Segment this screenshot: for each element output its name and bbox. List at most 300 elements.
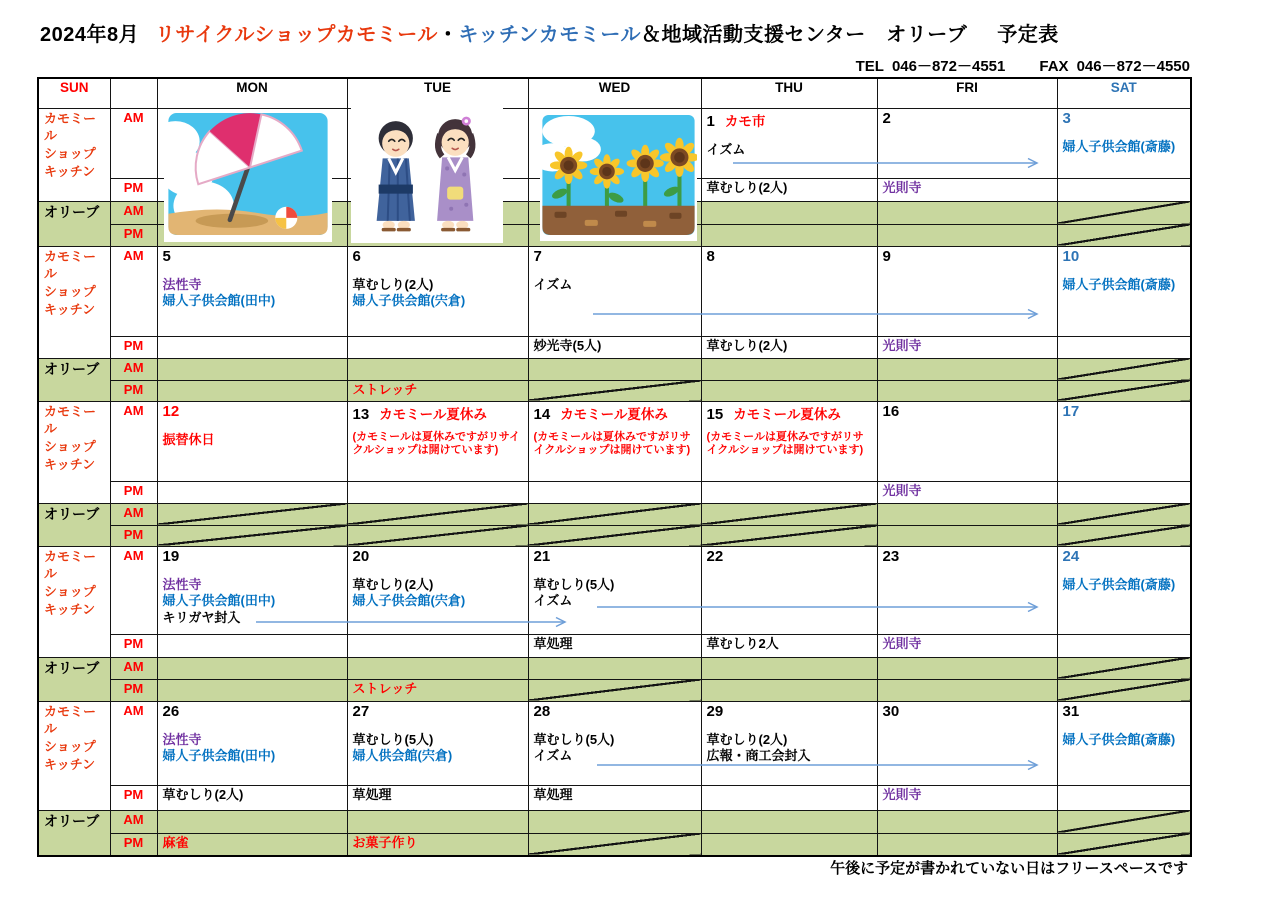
tel-number: 046－872－4551 (891, 58, 1006, 75)
cell-w2-thu-olive-am (701, 358, 877, 380)
am-entries (163, 432, 342, 449)
cell-w4-wed-pm (528, 634, 701, 657)
cell-w5-mon-am (157, 701, 347, 785)
fax-label: FAX (1039, 58, 1069, 75)
am-entries (534, 277, 696, 294)
cell-w4-thu-am (701, 546, 877, 634)
beach-umbrella-illustration (164, 111, 332, 242)
day-number-line (163, 403, 342, 421)
schedule-entry: 草むしり(5人) (533, 731, 615, 747)
schedule-entry: イズム (533, 748, 573, 764)
kamomile-group-label (38, 701, 110, 810)
cell-w1-fri-pm (877, 178, 1057, 201)
cell-w4-fri-am (877, 546, 1057, 634)
cell-w2-mon-pm (157, 336, 347, 358)
am-label: AM (110, 108, 157, 178)
schedule-entry: ストレッチ (352, 381, 418, 397)
cell-w1-fri-am (877, 108, 1057, 178)
schedule-entry: ストレッチ (352, 680, 418, 696)
cell-w2-wed-olive-am (528, 358, 701, 380)
kamomile-group-label (38, 546, 110, 657)
day-number-line (163, 703, 342, 721)
cell-w3-mon-olive-am (157, 503, 347, 525)
day-number: 3 (1062, 109, 1071, 127)
cell-w5-mon-pm (157, 785, 347, 810)
day-number-line (534, 248, 696, 266)
olive-pm-label: PM (110, 679, 157, 701)
schedule-entry: 婦人子供会館(田中) (162, 293, 276, 309)
week-2-olive-pm-row (38, 380, 1191, 401)
cell-w3-wed-am (528, 401, 701, 481)
cell-w5-sat-olive-am (1057, 810, 1191, 833)
cell-w5-thu-pm (701, 785, 877, 810)
cell-w3-sat-olive-am (1057, 503, 1191, 525)
olive-pm-entries (353, 681, 523, 698)
cell-w2-thu-pm (701, 336, 877, 358)
schedule-entry: 婦人子供会館(斎藤) (1062, 731, 1176, 747)
cell-w2-fri-olive-pm (877, 380, 1057, 401)
day-number: 23 (882, 547, 900, 565)
olive-pm-label: PM (110, 525, 157, 546)
cell-w5-sat-pm (1057, 785, 1191, 810)
schedule-entry: 光則寺 (882, 337, 922, 353)
day-number-line (883, 403, 1052, 421)
pm-entries (883, 338, 1052, 355)
week-5-olive-pm-row (38, 833, 1191, 856)
day-number: 26 (162, 702, 180, 720)
am-entries (534, 732, 696, 766)
title-recycle-shop: リサイクルショップカモミール (155, 24, 438, 46)
week-3-pm-row (38, 481, 1191, 503)
pm-entries (534, 787, 696, 804)
schedule-entry: 草むしり(5人) (533, 576, 615, 592)
week-2-am-row (38, 246, 1191, 336)
day-number: 29 (706, 702, 724, 720)
pm-entries (883, 483, 1052, 500)
cell-w1-fri-olive-pm (877, 224, 1057, 246)
cell-w1-thu-pm (701, 178, 877, 201)
schedule-entry: 草むしり2人 (706, 635, 779, 651)
schedule-entry: 婦人子供会館(斎藤) (1062, 576, 1176, 592)
day-number: 22 (706, 547, 724, 565)
cell-w5-tue-olive-pm (347, 833, 528, 856)
cell-w4-sat-olive-am (1057, 657, 1191, 679)
cell-w2-tue-pm (347, 336, 528, 358)
cell-w5-sat-am (1057, 701, 1191, 785)
title-separator: ・ (437, 24, 459, 46)
header-mon: MON (157, 78, 347, 108)
cell-w4-fri-olive-pm (877, 679, 1057, 701)
cell-w2-sat-am (1057, 246, 1191, 336)
group-label-line: ショップ (44, 584, 96, 600)
olive-am-label: AM (110, 358, 157, 380)
contact-info (856, 55, 1190, 76)
cell-w2-fri-olive-am (877, 358, 1057, 380)
day-number-line (707, 248, 872, 266)
olive-pm-entries (353, 382, 523, 399)
pm-label: PM (110, 785, 157, 810)
cell-w3-mon-am (157, 401, 347, 481)
cell-w5-tue-am (347, 701, 528, 785)
cell-w2-wed-olive-pm (528, 380, 701, 401)
schedule-entry: 麻雀 (162, 834, 189, 850)
cell-w3-tue-am (347, 401, 528, 481)
olive-group-label: オリーブ (38, 657, 110, 701)
holiday-note: (カモミールは夏休みですがリサイクルショップは開けています) (706, 430, 864, 456)
schedule-entry: 草むしり(2人) (162, 786, 244, 802)
cell-w3-wed-pm (528, 481, 701, 503)
schedule-entry: 光則寺 (882, 179, 922, 195)
day-number: 7 (533, 247, 542, 265)
day-number-line (353, 548, 523, 566)
pm-label: PM (110, 336, 157, 358)
cell-w2-tue-olive-pm (347, 380, 528, 401)
cell-w3-thu-am (701, 401, 877, 481)
cell-w3-sat-am (1057, 401, 1191, 481)
cell-w4-tue-am (347, 546, 528, 634)
pm-label: PM (110, 178, 157, 201)
group-label-line: ショップ (44, 439, 96, 455)
olive-am-label: AM (110, 810, 157, 833)
day-number: 28 (533, 702, 551, 720)
cell-w4-tue-pm (347, 634, 528, 657)
cell-w3-sat-olive-pm (1057, 525, 1191, 546)
group-label-line: カモミール (44, 110, 97, 144)
cell-w4-mon-pm (157, 634, 347, 657)
cell-w3-fri-olive-am (877, 503, 1057, 525)
day-number: 2 (882, 109, 891, 127)
cell-w2-thu-olive-pm (701, 380, 877, 401)
week-4-olive-am-row (38, 657, 1191, 679)
group-label-line: カモミール (44, 703, 97, 737)
cell-w5-wed-am (528, 701, 701, 785)
cell-w1-fri-olive-am (877, 201, 1057, 224)
am-entries (163, 277, 342, 311)
day-number-line (353, 703, 523, 721)
week-5-pm-row (38, 785, 1191, 810)
day-number: 14 (533, 405, 551, 423)
day-number: 27 (352, 702, 370, 720)
olive-group-label: オリーブ (38, 358, 110, 401)
schedule-entry: 振替休日 (162, 431, 215, 447)
schedule-entry: 草むしり(5人) (352, 731, 434, 747)
am-entries (353, 277, 523, 311)
cell-w2-fri-pm (877, 336, 1057, 358)
cell-w4-mon-am (157, 546, 347, 634)
cell-w3-wed-olive-pm (528, 525, 701, 546)
schedule-entry: 婦人子供会館(田中) (162, 748, 276, 764)
day-number: 16 (882, 402, 900, 420)
am-entries (707, 732, 872, 766)
cell-w4-sat-pm (1057, 634, 1191, 657)
schedule-entry: 婦人子供会館(宍倉) (352, 593, 466, 609)
cell-w1-thu-olive-pm (701, 224, 877, 246)
cell-w4-fri-olive-am (877, 657, 1057, 679)
olive-pm-label: PM (110, 833, 157, 856)
week-3-olive-pm-row (38, 525, 1191, 546)
group-label-line: ショップ (44, 739, 96, 755)
week-4-olive-pm-row (38, 679, 1191, 701)
day-number: 10 (1062, 247, 1080, 265)
olive-am-label: AM (110, 503, 157, 525)
header-blank (110, 78, 157, 108)
header-sun: SUN (38, 78, 110, 108)
day-number: 15 (706, 405, 724, 423)
cell-w2-fri-am (877, 246, 1057, 336)
schedule-entry: イズム (706, 141, 746, 157)
olive-pm-entries (163, 835, 342, 852)
olive-pm-label: PM (110, 224, 157, 246)
cell-w4-thu-pm (701, 634, 877, 657)
cell-w3-fri-pm (877, 481, 1057, 503)
header-thu: THU (701, 78, 877, 108)
cell-w3-tue-olive-am (347, 503, 528, 525)
cell-w5-fri-olive-pm (877, 833, 1057, 856)
group-label-line: カモミール (44, 548, 97, 582)
day-number-line (1063, 548, 1186, 566)
cell-w2-thu-am (701, 246, 877, 336)
pm-entries (707, 636, 872, 653)
pm-entries (883, 636, 1052, 653)
am-entries (353, 732, 523, 766)
cell-w2-mon-olive-am (157, 358, 347, 380)
olive-pm-label: PM (110, 380, 157, 401)
day-number-line (1063, 703, 1186, 721)
day-number-line (707, 703, 872, 721)
week-4-am-row (38, 546, 1191, 634)
cell-w4-thu-olive-am (701, 657, 877, 679)
olive-group-label: オリーブ (38, 201, 110, 246)
am-entries (163, 577, 342, 628)
cell-w4-wed-am (528, 546, 701, 634)
am-label: AM (110, 401, 157, 481)
day-number: 12 (162, 402, 180, 420)
cell-w5-mon-olive-pm (157, 833, 347, 856)
cell-w1-sat-olive-am (1057, 201, 1191, 224)
day-number-line (707, 548, 872, 566)
pm-entries (707, 180, 872, 197)
cell-w3-mon-pm (157, 481, 347, 503)
schedule-entry: 広報・商工会封入 (706, 748, 811, 764)
schedule-entry: 法性寺 (162, 276, 202, 292)
am-entries (1063, 139, 1186, 156)
schedule-entry: 草むしり(2人) (352, 276, 434, 292)
cell-w5-tue-pm (347, 785, 528, 810)
header-tue: TUE (347, 78, 528, 108)
day-number-line (353, 248, 523, 266)
group-label-line: カモミール (44, 248, 97, 282)
group-label-line: ショップ (44, 146, 96, 162)
cell-w5-fri-olive-am (877, 810, 1057, 833)
day-number-line (1063, 110, 1186, 128)
schedule-entry: 光則寺 (882, 482, 922, 498)
day-number: 17 (1062, 402, 1080, 420)
am-entries (534, 577, 696, 611)
day-number-line (534, 548, 696, 566)
group-label-line: ショップ (44, 284, 96, 300)
day-number-line (707, 110, 872, 131)
day-number-line (353, 403, 523, 424)
day-number-tag: カモミール夏休み (560, 406, 668, 422)
day-number: 9 (882, 247, 891, 265)
day-number-line (1063, 403, 1186, 421)
cell-w4-sat-olive-pm (1057, 679, 1191, 701)
pm-entries (883, 787, 1052, 804)
cell-w5-sat-olive-pm (1057, 833, 1191, 856)
cell-w1-sat-pm (1057, 178, 1191, 201)
day-number-line (883, 548, 1052, 566)
pm-entries (534, 636, 696, 653)
cell-w5-thu-olive-pm (701, 833, 877, 856)
cell-w3-thu-olive-am (701, 503, 877, 525)
am-entries (353, 577, 523, 611)
cell-w5-tue-olive-am (347, 810, 528, 833)
week-5-olive-am-row (38, 810, 1191, 833)
cell-w2-wed-am (528, 246, 701, 336)
schedule-entry: 草むしり(2人) (352, 576, 434, 592)
cell-w5-thu-am (701, 701, 877, 785)
cell-w2-tue-olive-am (347, 358, 528, 380)
group-label-line: キッチン (44, 302, 96, 318)
day-number: 19 (162, 547, 180, 565)
cell-w5-fri-pm (877, 785, 1057, 810)
schedule-entry: 婦人子供会館(宍倉) (352, 293, 466, 309)
cell-w2-tue-am (347, 246, 528, 336)
cell-w5-wed-olive-am (528, 810, 701, 833)
day-number-line (883, 703, 1052, 721)
title-suffix: 予定表 (997, 24, 1059, 46)
schedule-entry: 法性寺 (162, 576, 202, 592)
group-label-line: カモミール (44, 403, 97, 437)
schedule-entry: イズム (533, 276, 573, 292)
am-entries (707, 142, 872, 159)
cell-w3-mon-olive-pm (157, 525, 347, 546)
cell-w4-thu-olive-pm (701, 679, 877, 701)
cell-w3-tue-pm (347, 481, 528, 503)
cell-w2-mon-am (157, 246, 347, 336)
cell-w2-mon-olive-pm (157, 380, 347, 401)
title-kitchen: キッチンカモミール (458, 24, 642, 46)
day-number-tag: カモ市 (724, 113, 766, 129)
beach-umbrella-icon (164, 111, 332, 242)
olive-group-label: オリーブ (38, 810, 110, 856)
kamomile-group-label (38, 246, 110, 358)
tel-label: TEL (855, 58, 884, 75)
cell-w1-sat-olive-pm (1057, 224, 1191, 246)
cell-w5-thu-olive-am (701, 810, 877, 833)
pm-entries (534, 338, 696, 355)
group-label-line: キッチン (44, 164, 96, 180)
day-number: 24 (1062, 547, 1080, 565)
day-number: 20 (352, 547, 370, 565)
day-number-line (163, 248, 342, 266)
week-2-olive-am-row (38, 358, 1191, 380)
weekday-header-row (38, 78, 1191, 108)
pm-label: PM (110, 481, 157, 503)
schedule-entry: 草むしり(2人) (706, 179, 788, 195)
header-sat: SAT (1057, 78, 1191, 108)
schedule-entry: イズム (533, 593, 573, 609)
cell-w5-mon-olive-am (157, 810, 347, 833)
sunflower-field-icon (540, 113, 697, 241)
olive-am-label: AM (110, 657, 157, 679)
olive-am-label: AM (110, 201, 157, 224)
day-number: 5 (162, 247, 171, 265)
schedule-entry: 法性寺 (162, 731, 202, 747)
week-3-am-row (38, 401, 1191, 481)
pm-label: PM (110, 634, 157, 657)
day-number: 8 (706, 247, 715, 265)
schedule-entry: 草むしり(2人) (706, 337, 788, 353)
cell-w5-fri-am (877, 701, 1057, 785)
cell-w1-sat-am (1057, 108, 1191, 178)
sunflower-field-illustration (540, 113, 697, 241)
schedule-entry: 草処理 (352, 786, 392, 802)
schedule-entry: 妙光寺(5人) (533, 337, 602, 353)
am-entries (1063, 732, 1186, 749)
schedule-entry: 光則寺 (882, 635, 922, 651)
am-entries (1063, 277, 1186, 294)
cell-w4-mon-olive-pm (157, 679, 347, 701)
day-number: 30 (882, 702, 900, 720)
day-number: 21 (533, 547, 551, 565)
am-label: AM (110, 701, 157, 785)
week-3-olive-am-row (38, 503, 1191, 525)
cell-w2-sat-pm (1057, 336, 1191, 358)
cell-w1-thu-am (701, 108, 877, 178)
yukata-children-icon (351, 108, 503, 243)
schedule-entry: 草むしり(2人) (706, 731, 788, 747)
group-label-line: キッチン (44, 457, 96, 473)
kamomile-group-label (38, 108, 110, 201)
schedule-entry: 婦人子供会館(田中) (162, 593, 276, 609)
page-title (40, 18, 1059, 47)
schedule-entry: キリガヤ封入 (162, 610, 241, 626)
cell-w4-sat-am (1057, 546, 1191, 634)
cell-w4-tue-olive-pm (347, 679, 528, 701)
cell-w4-wed-olive-am (528, 657, 701, 679)
cell-w5-wed-olive-pm (528, 833, 701, 856)
day-number-line (534, 403, 696, 424)
fax-number: 046－872－4550 (1076, 58, 1190, 75)
cell-w3-wed-olive-am (528, 503, 701, 525)
cell-w4-wed-olive-pm (528, 679, 701, 701)
cell-w3-thu-olive-pm (701, 525, 877, 546)
day-number-line (1063, 248, 1186, 266)
day-number: 13 (352, 405, 370, 423)
cell-w2-sat-olive-am (1057, 358, 1191, 380)
cell-w4-tue-olive-am (347, 657, 528, 679)
schedule-entry: 草処理 (533, 786, 573, 802)
pm-entries (353, 787, 523, 804)
title-date: 2024年8月 (40, 24, 140, 46)
cell-w3-tue-olive-pm (347, 525, 528, 546)
day-number-line (883, 110, 1052, 128)
olive-group-label: オリーブ (38, 503, 110, 546)
cell-w2-sat-olive-pm (1057, 380, 1191, 401)
week-5-am-row (38, 701, 1191, 785)
am-label: AM (110, 246, 157, 336)
cell-w3-thu-pm (701, 481, 877, 503)
cell-w1-thu-olive-am (701, 201, 877, 224)
schedule-entry: お菓子作り (352, 834, 418, 850)
schedule-entry: 婦人供会館(宍倉) (352, 748, 453, 764)
week-4-pm-row (38, 634, 1191, 657)
day-number: 31 (1062, 702, 1080, 720)
day-number: 1 (706, 112, 715, 130)
day-number-tag: カモミール夏休み (379, 406, 487, 422)
day-number-line (534, 703, 696, 721)
